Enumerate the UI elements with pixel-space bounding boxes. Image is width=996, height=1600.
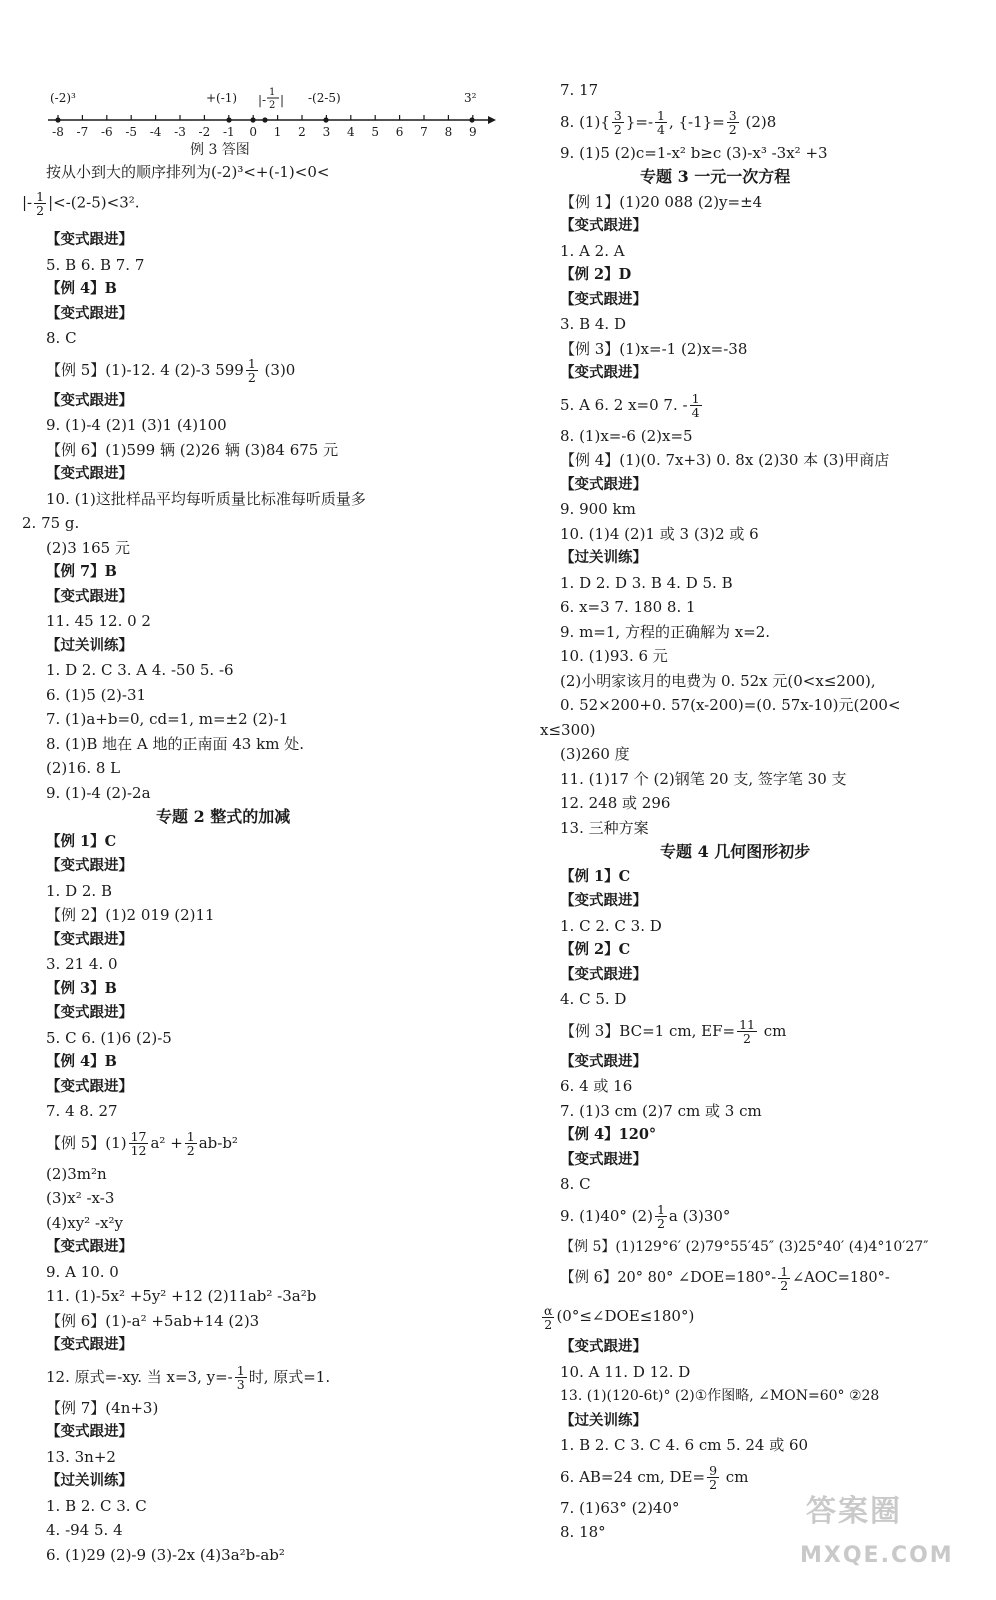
answer-line: 1. B 2. C 3. C bbox=[46, 1496, 147, 1515]
answer-line: x≤300) bbox=[540, 720, 596, 739]
answer-line: 1. A 2. A bbox=[560, 241, 625, 260]
answer-line: 5. B 6. B 7. 7 bbox=[46, 255, 145, 274]
answer-line: 13. (1)(120-6t)° (2)①作图略, ∠MON=60° ②28 bbox=[560, 1388, 880, 1404]
answer-line: 12. 248 或 296 bbox=[560, 794, 671, 812]
answer-line: 8. (1){ $\frac{3}{2}$ }=- $\frac{1}{4}$ , {-1}= $\frac{3}{2}$ (2)8 bbox=[560, 108, 777, 137]
answer-line: 6. x=3 7. 180 8. 1 bbox=[560, 598, 696, 616]
answer-line: 9. (1)-4 (2)-2a bbox=[46, 783, 151, 802]
fraction: $\frac{1}{4}$ bbox=[691, 391, 700, 420]
example-line: 【例 2】(1)2 019 (2)11 bbox=[46, 906, 215, 924]
section-heading: 【变式跟进】 bbox=[46, 1336, 133, 1353]
answer-line: 11. (1)17 个 (2)钢笔 20 支, 签字笔 30 支 bbox=[560, 769, 847, 788]
example-line: 【例 5】(1)129°6′ (2)79°55′45″ (3)25°40′ (4)4°10′27″ bbox=[560, 1238, 929, 1255]
nl-tick-label: -2 bbox=[198, 125, 211, 139]
answer-line: 6. 4 或 16 bbox=[560, 1077, 633, 1095]
fraction: $\frac{1}{2}$ bbox=[36, 189, 45, 218]
nl-tick-label: 9 bbox=[468, 125, 477, 139]
example-line: 【例 6】20° 80° ∠DOE=180°- $\frac{1}{2}$ ∠AOC=180°- bbox=[560, 1263, 890, 1293]
answer-line: 8. 18° bbox=[560, 1523, 606, 1541]
fraction: $\frac{\alpha}{2}$ bbox=[544, 1302, 553, 1332]
nl-tick-label: -8 bbox=[52, 125, 64, 139]
answer-line: 10. A 11. D 12. D bbox=[560, 1362, 691, 1381]
training-heading: 【过关训练】 bbox=[46, 1472, 133, 1489]
answer-line: 8. C bbox=[46, 329, 77, 347]
answer-line: 1. D 2. C 3. A 4. -50 5. -6 bbox=[46, 661, 234, 679]
topic-title: 专题 2 整式的加减 bbox=[156, 807, 291, 826]
answer-line: 0. 52×200+0. 57(x-200)=(0. 57x-10)元(200< bbox=[560, 696, 901, 714]
section-heading: 【变式跟进】 bbox=[46, 465, 133, 482]
example-heading: 【例 4】B bbox=[46, 280, 117, 297]
fraction: $\frac{1}{3}$ bbox=[236, 1363, 245, 1392]
training-heading: 【过关训练】 bbox=[560, 1411, 647, 1429]
point-neg1 bbox=[226, 117, 231, 122]
section-heading: 【变式跟进】 bbox=[46, 304, 133, 322]
nl-tick-label: -3 bbox=[174, 125, 186, 139]
section-heading: 【变式跟进】 bbox=[46, 391, 133, 409]
nl-tick-label: -6 bbox=[100, 125, 113, 139]
fraction: $\frac{1}{2}$ bbox=[186, 1129, 195, 1158]
fraction: $\frac{3}{2}$ bbox=[728, 108, 737, 137]
answer-line: 7. (1)a+b=0, cd=1, m=±2 (2)-1 bbox=[46, 710, 289, 728]
section-heading: 【变式跟进】 bbox=[46, 1077, 133, 1095]
example-heading: 【例 1】C bbox=[46, 832, 117, 850]
point-0 bbox=[250, 117, 255, 122]
ordering-line-2: |- $\frac{1}{2}$ |<-(2-5)<3². bbox=[22, 189, 140, 218]
nl-tick-label: -5 bbox=[125, 125, 138, 139]
nl-label-neg2-cubed: (-2)³ bbox=[50, 91, 76, 105]
answer-line: 7. (1)63° (2)40° bbox=[560, 1498, 680, 1517]
nl-label-half-num: 1 bbox=[269, 87, 276, 98]
example-heading: 【例 2】C bbox=[560, 941, 631, 958]
nl-tick-label: 6 bbox=[395, 125, 404, 139]
point-9 bbox=[469, 117, 474, 122]
answer-line: (3)260 度 bbox=[560, 745, 630, 763]
fraction: $\frac{3}{2}$ bbox=[613, 108, 622, 137]
section-heading: 【变式跟进】 bbox=[560, 475, 647, 493]
answer-line: 9. A 10. 0 bbox=[46, 1262, 119, 1281]
answer-line: 1. D 2. B bbox=[46, 881, 112, 900]
section-heading: 【变式跟进】 bbox=[560, 1338, 647, 1355]
answer-line: 10. (1)93. 6 元 bbox=[560, 647, 668, 665]
example-line: 【例 4】(1)(0. 7x+3) 0. 8x (2)30 本 (3)甲商店 bbox=[560, 451, 890, 469]
answer-line: 5. A 6. 2 x=0 7. - $\frac{1}{4}$ bbox=[560, 391, 700, 420]
answer-line: 10. (1)这批样品平均每听质量比标准每听质量多 bbox=[46, 489, 366, 508]
nl-tick-label: -4 bbox=[149, 125, 162, 139]
answer-line: 3. B 4. D bbox=[560, 315, 626, 333]
nl-tick-label: 3 bbox=[322, 125, 331, 139]
nl-label-minus-2-5: -(2-5) bbox=[308, 91, 341, 105]
watermark-logo: 答案圈 bbox=[806, 1494, 902, 1529]
answer-line: 3. 21 4. 0 bbox=[46, 955, 118, 973]
answer-line: (2)16. 8 L bbox=[46, 759, 121, 777]
training-heading: 【过关训练】 bbox=[46, 636, 133, 654]
example-line: 【例 3】BC=1 cm, EF= $\frac{11}{2}$ cm bbox=[560, 1017, 787, 1046]
answer-line: 1. C 2. C 3. D bbox=[560, 916, 662, 935]
answer-line: 1. B 2. C 3. C 4. 6 cm 5. 24 或 60 bbox=[560, 1436, 809, 1454]
answer-line: 7. (1)3 cm (2)7 cm 或 3 cm bbox=[560, 1101, 762, 1120]
point-3 bbox=[323, 117, 328, 122]
answer-line: (2)3 165 元 bbox=[46, 538, 130, 557]
point-half bbox=[262, 117, 267, 122]
nl-tick-label: -1 bbox=[222, 125, 235, 139]
example-heading: 【例 3】B bbox=[46, 979, 117, 997]
answer-line: 5. C 6. (1)6 (2)-5 bbox=[46, 1028, 172, 1047]
nl-label-half-den: 2 bbox=[269, 100, 276, 111]
answer-line: 1. D 2. D 3. B 4. D 5. B bbox=[560, 573, 733, 592]
answer-line: 9. m=1, 方程的正确解为 x=2. bbox=[560, 622, 771, 641]
fraction: $\frac{1}{2}$ bbox=[780, 1263, 789, 1293]
answer-line: (2)3m²n bbox=[46, 1164, 107, 1183]
section-heading: 【变式跟进】 bbox=[560, 290, 647, 308]
answer-line: 8. C bbox=[560, 1175, 591, 1193]
section-heading: 【变式跟进】 bbox=[560, 892, 647, 909]
ordering-line-1: 按从小到大的顺序排列为(-2)³<+(-1)<0< bbox=[46, 163, 330, 181]
section-heading: 【变式跟进】 bbox=[560, 1150, 647, 1168]
example-heading: 【例 4】B bbox=[46, 1053, 117, 1070]
topic-title: 专题 4 几何图形初步 bbox=[660, 842, 811, 861]
fraction: $\frac{17}{12}$ bbox=[130, 1129, 147, 1158]
figure-caption: 例 3 答图 bbox=[190, 142, 250, 158]
section-heading: 【变式跟进】 bbox=[46, 1004, 133, 1021]
fraction: $\frac{1}{2}$ bbox=[656, 1202, 665, 1231]
example-line: $\frac{\alpha}{2}$ (0°≤∠DOE≤180°) bbox=[544, 1302, 695, 1332]
example-heading: 【例 7】B bbox=[46, 563, 117, 580]
section-heading: 【变式跟进】 bbox=[46, 857, 133, 874]
answer-line: (4)xy² -x²y bbox=[46, 1213, 123, 1232]
answer-line: 4. -94 5. 4 bbox=[46, 1521, 123, 1539]
answer-line: 10. (1)4 (2)1 或 3 (3)2 或 6 bbox=[560, 524, 759, 543]
nl-tick-label: 4 bbox=[346, 125, 355, 139]
nl-tick-label: -7 bbox=[76, 125, 89, 139]
answer-line: 7. 4 8. 27 bbox=[46, 1102, 118, 1120]
answer-line: 2. 75 g. bbox=[22, 514, 80, 532]
answer-line: 9. (1)5 (2)c=1-x² b≥c (3)-x³ -3x² +3 bbox=[560, 143, 828, 162]
nl-tick-label: 5 bbox=[371, 125, 380, 139]
fraction: $\frac{11}{2}$ bbox=[739, 1017, 755, 1046]
nl-tick-label: 2 bbox=[298, 125, 306, 139]
nl-tick-label: 0 bbox=[249, 125, 258, 139]
number-line-figure bbox=[40, 84, 500, 156]
example-line: 【例 5】(1)-12. 4 (2)-3 599 $\frac{1}{2}$ (3)0 bbox=[46, 356, 296, 385]
watermark-url: MXQE.COM bbox=[800, 1543, 954, 1568]
example-line: 【例 6】(1)599 辆 (2)26 辆 (3)84 675 元 bbox=[46, 440, 339, 459]
topic-title: 专题 3 一元一次方程 bbox=[640, 167, 791, 186]
answer-line: (2)小明家该月的电费为 0. 52x 元(0<x≤200), bbox=[560, 671, 876, 690]
answer-line: 13. 3n+2 bbox=[46, 1447, 116, 1466]
answer-line: 13. 三种方案 bbox=[560, 818, 649, 837]
section-heading: 【变式跟进】 bbox=[46, 930, 133, 948]
example-heading: 【例 1】C bbox=[560, 867, 631, 885]
nl-tick-label: 8 bbox=[444, 125, 453, 139]
answer-line: 9. 900 km bbox=[560, 500, 636, 518]
fraction: $\frac{1}{2}$ bbox=[247, 356, 256, 385]
example-line: 【例 1】(1)20 088 (2)y=±4 bbox=[560, 192, 763, 211]
example-line: 【例 5】(1) $\frac{17}{12}$ a² + $\frac{1}{2}$ ab-b² bbox=[46, 1129, 238, 1158]
fraction: $\frac{9}{2}$ bbox=[709, 1463, 718, 1492]
answer-line: (3)x² -x-3 bbox=[46, 1189, 115, 1207]
right-column bbox=[540, 78, 980, 1545]
fraction: $\frac{1}{4}$ bbox=[657, 108, 665, 137]
nl-label-3-squared: 3² bbox=[464, 91, 477, 105]
answer-line: 9. (1)40° (2) $\frac{1}{2}$ a (3)30° bbox=[560, 1202, 731, 1231]
answer-line: 9. (1)-4 (2)1 (3)1 (4)100 bbox=[46, 416, 227, 434]
section-heading: 【变式跟进】 bbox=[560, 1052, 647, 1070]
example-heading: 【例 4】120° bbox=[560, 1126, 657, 1143]
section-heading: 【变式跟进】 bbox=[46, 1238, 133, 1255]
nl-label-plus-neg1: +(-1) bbox=[206, 91, 238, 105]
nl-label-abs-open: |- bbox=[258, 93, 267, 107]
answer-line: 6. (1)5 (2)-31 bbox=[46, 685, 147, 704]
nl-tick-label: 1 bbox=[273, 125, 282, 139]
nl-tick-label: 7 bbox=[420, 125, 428, 139]
section-heading: 【变式跟进】 bbox=[46, 1423, 133, 1440]
answer-line: 6. AB=24 cm, DE= $\frac{9}{2}$ cm bbox=[560, 1463, 749, 1492]
example-line: 【例 6】(1)-a² +5ab+14 (2)3 bbox=[46, 1311, 260, 1330]
answer-line: 12. 原式=-xy. 当 x=3, y=- $\frac{1}{3}$ 时, 原式=1. bbox=[46, 1363, 331, 1392]
example-heading: 【例 2】D bbox=[560, 266, 632, 283]
example-line: 【例 7】(4n+3) bbox=[46, 1398, 159, 1417]
section-heading: 【变式跟进】 bbox=[560, 364, 647, 381]
answer-line: 7. 17 bbox=[560, 81, 599, 99]
point-neg8 bbox=[55, 117, 60, 122]
nl-label-abs-close: | bbox=[280, 93, 285, 107]
example-line: 【例 3】(1)x=-1 (2)x=-38 bbox=[560, 339, 748, 358]
section-heading: 【变式跟进】 bbox=[560, 965, 647, 983]
answer-line: 11. (1)-5x² +5y² +12 (2)11ab² -3a²b bbox=[46, 1287, 317, 1305]
section-heading: 【变式跟进】 bbox=[46, 231, 133, 248]
answer-line: 6. (1)29 (2)-9 (3)-2x (4)3a²b-ab² bbox=[46, 1545, 285, 1564]
answer-line: 11. 45 12. 0 2 bbox=[46, 612, 151, 630]
training-heading: 【过关训练】 bbox=[560, 549, 647, 566]
section-heading: 【变式跟进】 bbox=[46, 587, 133, 605]
number-line-arrow bbox=[488, 116, 496, 124]
section-heading: 【变式跟进】 bbox=[560, 217, 647, 234]
answer-line: 8. (1)B 地在 A 地的正南面 43 km 处. bbox=[46, 734, 304, 753]
answer-line: 8. (1)x=-6 (2)x=5 bbox=[560, 426, 693, 445]
answer-line: 4. C 5. D bbox=[560, 990, 627, 1008]
